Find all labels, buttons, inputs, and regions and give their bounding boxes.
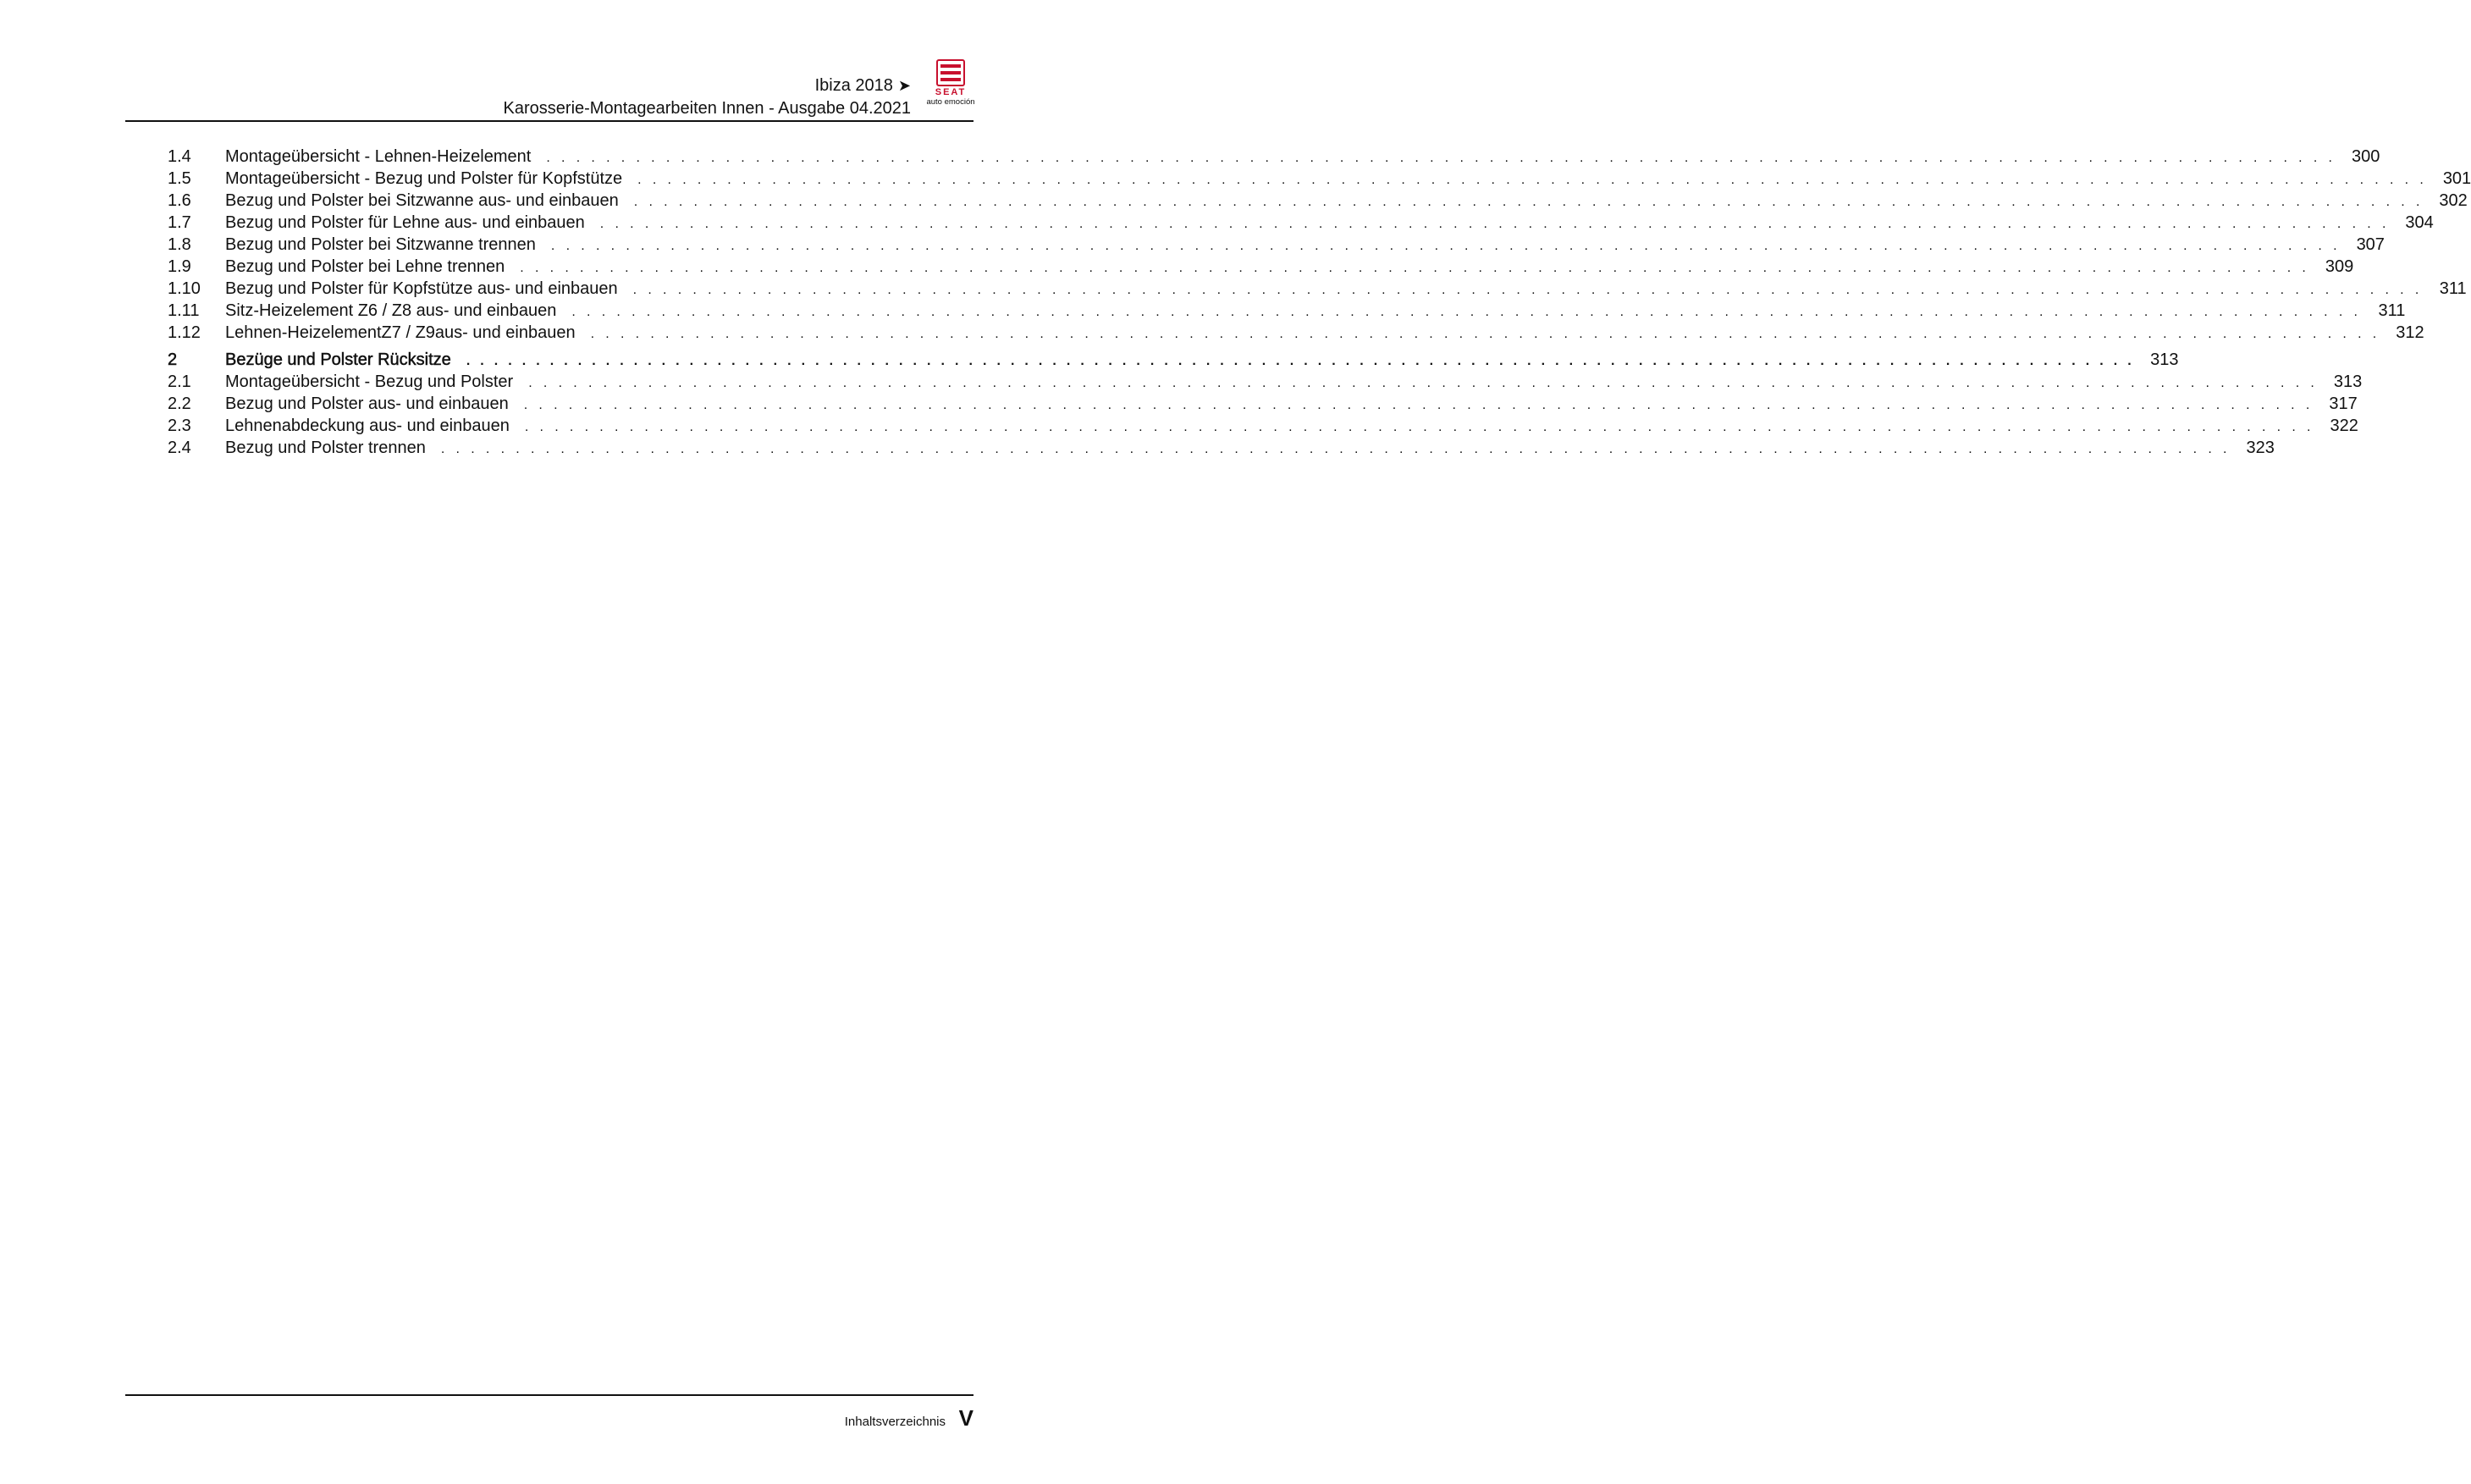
toc-title: Sitz-Heizelement Z6 / Z8 aus- und einbauen <box>225 301 557 320</box>
toc-leader-dots: . . . . . . . . . . . . . . . . . . . . . . . . . . . . . . . . . . . . . . . . . . . . . . . . . . . . . . . . . . . . . . . . . . . . . . . . . . . . . . . . . . . . . . . . . . . . . . . . . . . . . . . . . . . . . . . . . . . . . . . . <box>637 173 2428 187</box>
toc-leader-dots: . . . . . . . . . . . . . . . . . . . . . . . . . . . . . . . . . . . . . . . . . . . . . . . . . . . . . . . . . . . . . . . . . . . . . . . . . . . . . . . . . . . . . . . . . . . . . . . . . . . . . . . . . . . . . . . . . . . . . . . . <box>632 283 2423 297</box>
toc-title: Bezug und Polster bei Sitzwanne trennen <box>225 235 536 254</box>
toc-row[interactable] <box>168 256 2354 278</box>
seat-logo <box>917 59 985 110</box>
toc-number: 2.3 <box>168 417 191 435</box>
toc-leader-dots: . . . . . . . . . . . . . . . . . . . . . . . . . . . . . . . . . . . . . . . . . . . . . . . . . . . . . . . . . . . . . . . . . . . . . . . . . . . . . . . . . . . . . . . . . . . . . . . . . . . . . . . . . . . . . . . . . . . . . . . . <box>571 305 2362 319</box>
toc-page-number: 300 <box>2351 147 2380 166</box>
toc-leader-dots: . . . . . . . . . . . . . . . . . . . . . . . . . . . . . . . . . . . . . . . . . . . . . . . . . . . . . . . . . . . . . . . . . . . . . . . . . . . . . . . . . . . . . . . . . . . . . . . . . . . . . . . . . . . . . . . . . . . . . . . . <box>633 195 2424 209</box>
toc-leader-dots: . . . . . . . . . . . . . . . . . . . . . . . . . . . . . . . . . . . . . . . . . . . . . . . . . . . . . . . . . . . . . . . . . . . . . . . . . . . . . . . . . . . . . . . . . . . . . . . . . . . . . . . . . . . . . . . . . . . . . . . . <box>599 217 2390 231</box>
document-title-text: Ibiza 2018 <box>814 76 893 95</box>
toc-row[interactable] <box>168 371 2363 393</box>
toc-number: 1.12 <box>168 323 201 342</box>
toc-title: Bezug und Polster für Kopfstütze aus- und einbauen <box>225 279 618 298</box>
footer-section-label: Inhaltsverzeichnis <box>844 1415 946 1429</box>
toc-row[interactable] <box>168 300 2406 322</box>
toc-row[interactable] <box>168 278 2467 300</box>
toc-leader-dots: . . . . . . . . . . . . . . . . . . . . . . . . . . . . . . . . . . . . . . . . . . . . . . . . . . . . . . . . . . . . . . . . . . . . . . . . . . . . . . . . . . . . . . . . . . . . . . . . . . . . . . . . . . . . . . . . . . . . . . . . <box>528 376 2319 390</box>
toc-title: Bezüge und Polster Rücksitze <box>225 350 451 369</box>
footer-divider <box>125 1394 974 1396</box>
toc-row[interactable] <box>168 146 2380 168</box>
toc-number: 1.7 <box>168 213 191 232</box>
toc-title: Montageübersicht - Bezug und Polster <box>225 372 514 391</box>
toc-row[interactable] <box>168 212 2434 234</box>
toc-title: Bezug und Polster aus- und einbauen <box>225 394 509 413</box>
toc-leader-dots: . . . . . . . . . . . . . . . . . . . . . . . . . . . . . . . . . . . . . . . . . . . . . . . . . . . . . . . . . . . . . . . . . . . . . . . . . . . . . . . . . . . . . . . . . . . . . . . . . . . . . . . . . . . . . . . . . . . . . . . . <box>466 354 2135 368</box>
toc-title: Bezug und Polster bei Lehne trennen <box>225 257 505 276</box>
toc-number: 2.1 <box>168 372 191 391</box>
toc-page-number: 313 <box>2333 372 2363 391</box>
arrow-right-icon: ➤ <box>897 77 911 94</box>
toc-page-number: 312 <box>2396 323 2424 342</box>
toc-page-number: 307 <box>2356 235 2385 254</box>
toc-page-number: 313 <box>2150 350 2179 369</box>
toc-leader-dots: . . . . . . . . . . . . . . . . . . . . . . . . . . . . . . . . . . . . . . . . . . . . . . . . . . . . . . . . . . . . . . . . . . . . . . . . . . . . . . . . . . . . . . . . . . . . . . . . . . . . . . . . . . . . . . . . . . . . . . . . <box>546 151 2336 165</box>
toc-page-number: 322 <box>2330 417 2358 435</box>
toc-page-number: 301 <box>2442 169 2471 188</box>
footer-page-number: V <box>958 1405 974 1431</box>
toc-title: Bezug und Polster bei Sitzwanne aus- und einbauen <box>225 191 619 210</box>
toc-number: 2 <box>168 350 178 369</box>
toc-title: Bezug und Polster für Lehne aus- und einbauen <box>225 213 585 232</box>
seat-emblem-icon <box>935 59 967 86</box>
toc-leader-dots: . . . . . . . . . . . . . . . . . . . . . . . . . . . . . . . . . . . . . . . . . . . . . . . . . . . . . . . . . . . . . . . . . . . . . . . . . . . . . . . . . . . . . . . . . . . . . . . . . . . . . . . . . . . . . . . . . . . . . . . . <box>523 398 2314 412</box>
toc-number: 1.10 <box>168 279 201 298</box>
toc-number: 1.11 <box>168 301 200 320</box>
toc-row[interactable] <box>168 415 2358 437</box>
toc-page-number: 311 <box>2439 279 2467 298</box>
toc-number: 1.6 <box>168 191 191 210</box>
header-divider <box>125 120 974 122</box>
toc-page-number: 304 <box>2405 213 2434 232</box>
toc-page-number: 323 <box>2246 439 2275 457</box>
toc-leader-dots: . . . . . . . . . . . . . . . . . . . . . . . . . . . . . . . . . . . . . . . . . . . . . . . . . . . . . . . . . . . . . . . . . . . . . . . . . . . . . . . . . . . . . . . . . . . . . . . . . . . . . . . . . . . . . . . . . . . . . . . . <box>550 239 2341 253</box>
toc-title: Montageübersicht - Bezug und Polster für Kopfstütze <box>225 169 623 188</box>
toc-page-number: 311 <box>2378 301 2406 320</box>
document-subtitle: Karosserie-Montagearbeiten Innen - Ausgabe 04.2021 <box>503 99 911 118</box>
toc-leader-dots: . . . . . . . . . . . . . . . . . . . . . . . . . . . . . . . . . . . . . . . . . . . . . . . . . . . . . . . . . . . . . . . . . . . . . . . . . . . . . . . . . . . . . . . . . . . . . . . . . . . . . . . . . . . . . . . . . . . . . . . . <box>524 420 2314 434</box>
toc-number: 2.4 <box>168 439 191 457</box>
document-title <box>815 75 911 96</box>
toc-title: Montageübersicht - Lehnen-Heizelement <box>225 147 532 166</box>
toc-number: 1.9 <box>168 257 191 276</box>
toc-row[interactable] <box>168 190 2468 212</box>
toc-page-number: 302 <box>2439 191 2468 210</box>
toc-number: 1.8 <box>168 235 191 254</box>
toc-number: 1.5 <box>168 169 191 188</box>
toc-row[interactable] <box>168 437 2275 459</box>
toc-row[interactable] <box>168 168 2471 190</box>
toc-number: 2.2 <box>168 394 191 413</box>
toc-row[interactable] <box>168 234 2385 256</box>
toc-leader-dots: . . . . . . . . . . . . . . . . . . . . . . . . . . . . . . . . . . . . . . . . . . . . . . . . . . . . . . . . . . . . . . . . . . . . . . . . . . . . . . . . . . . . . . . . . . . . . . . . . . . . . . . . . . . . . . . . . . . . . . . . <box>590 327 2380 341</box>
toc-title: Lehnenabdeckung aus- und einbauen <box>225 417 510 435</box>
toc-row[interactable] <box>168 322 2424 344</box>
logo-brand-text: SEAT <box>935 87 967 97</box>
toc-row[interactable] <box>168 393 2358 415</box>
toc-page-number: 309 <box>2325 257 2354 276</box>
toc-number: 1.4 <box>168 147 191 166</box>
table-of-contents <box>168 146 2471 459</box>
logo-tagline: auto emoción <box>926 97 975 107</box>
toc-title: Bezug und Polster trennen <box>225 439 426 457</box>
toc-leader-dots: . . . . . . . . . . . . . . . . . . . . . . . . . . . . . . . . . . . . . . . . . . . . . . . . . . . . . . . . . . . . . . . . . . . . . . . . . . . . . . . . . . . . . . . . . . . . . . . . . . . . . . . . . . . . . . . . . . . . . . . . <box>520 261 2310 275</box>
toc-title: Lehnen-HeizelementZ7 / Z9aus- und einbauen <box>225 323 576 342</box>
toc-page-number: 317 <box>2329 394 2358 413</box>
toc-chapter-row[interactable] <box>168 349 2179 371</box>
toc-leader-dots: . . . . . . . . . . . . . . . . . . . . . . . . . . . . . . . . . . . . . . . . . . . . . . . . . . . . . . . . . . . . . . . . . . . . . . . . . . . . . . . . . . . . . . . . . . . . . . . . . . . . . . . . . . . . . . . . . . . . . . . . <box>440 442 2231 456</box>
